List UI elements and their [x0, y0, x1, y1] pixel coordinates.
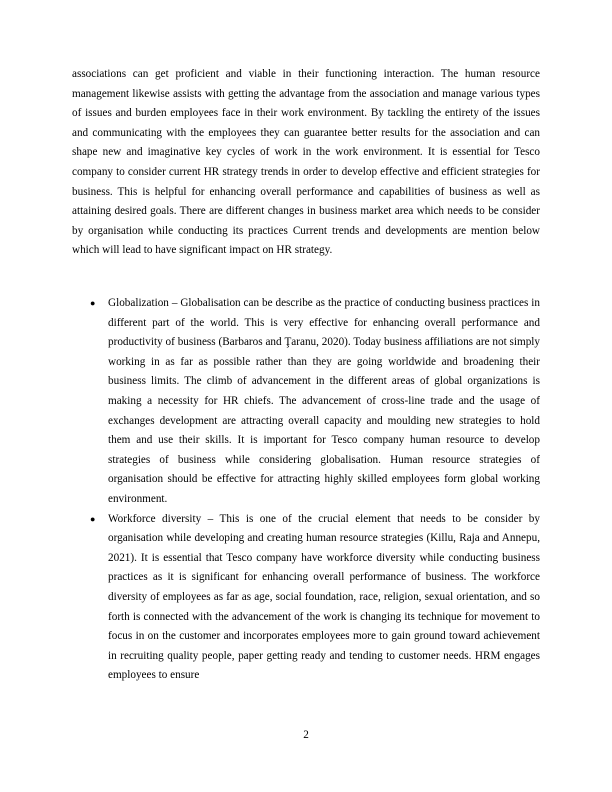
bullet-icon: ● — [90, 298, 96, 308]
bullet-icon: ● — [90, 513, 96, 524]
page-number: 2 — [303, 729, 309, 741]
bullet-item-workforce-diversity — [72, 510, 540, 686]
bullet-item-globalization — [72, 294, 540, 510]
bullet-list — [72, 294, 540, 686]
bullet-text: Globalization – Globalisation can be describe as the practice of conducting business practices in different part of the world. This is very effective for enhancing overall performance and productivity of business (Barbaros and Ţaranu, 2020). Today business affiliations are not simply working in as far as possible rather than they are going worldwide and broadening their business limits. The climb of advancement in the different areas of global organizations is making a necessity for HR chiefs. The advancement of cross-line trade and the usage of exchanges development are attracting overall capacity and moulding new strategies to hold them and use their skills. It is important for Tesco company human resource to develop strategies of business while considering globalisation. Human resource strategies of organisation should be effective for attracting highly skilled employees form global working environment. — [108, 297, 540, 505]
intro-paragraph: associations can get proficient and viable in their functioning interaction. The human resource management likewise assists with getting the advantage from the association and manage various types of issues and burden employees face in their work environment. By tackling the entirety of the issues and communicating with the employees they can guarantee better results for the association and can shape new and imaginative key cycles of work in the work environment. It is essential for Tesco company to consider current HR strategy trends in order to develop effective and efficient strategies for business. This is helpful for enhancing overall performance and capabilities of business as well as attaining desired goals. There are different changes in business market area which needs to be consider by organisation while conducting its practices Current trends and developments are mention below which will lead to have significant impact on HR strategy. — [72, 68, 540, 257]
bullet-text: Workforce diversity – This is one of the crucial element that needs to be consider by organisation while developing and creating human resource strategies (Killu, Raja and Annepu, 2021). It is essential that Tesco company have workforce diversity while conducting business practices as it is significant for enhancing overall performance of business. The workforce diversity of employees as far as age, social foundation, race, religion, sexual orientation, and so forth is connected with the advancement of the work is changing its technique for movement to focus in on the customer and incorporates employees more to gain ground toward achievement in recruiting quality people, paper getting ready and tending to customer needs. HRM engages employees to ensure — [108, 512, 540, 682]
